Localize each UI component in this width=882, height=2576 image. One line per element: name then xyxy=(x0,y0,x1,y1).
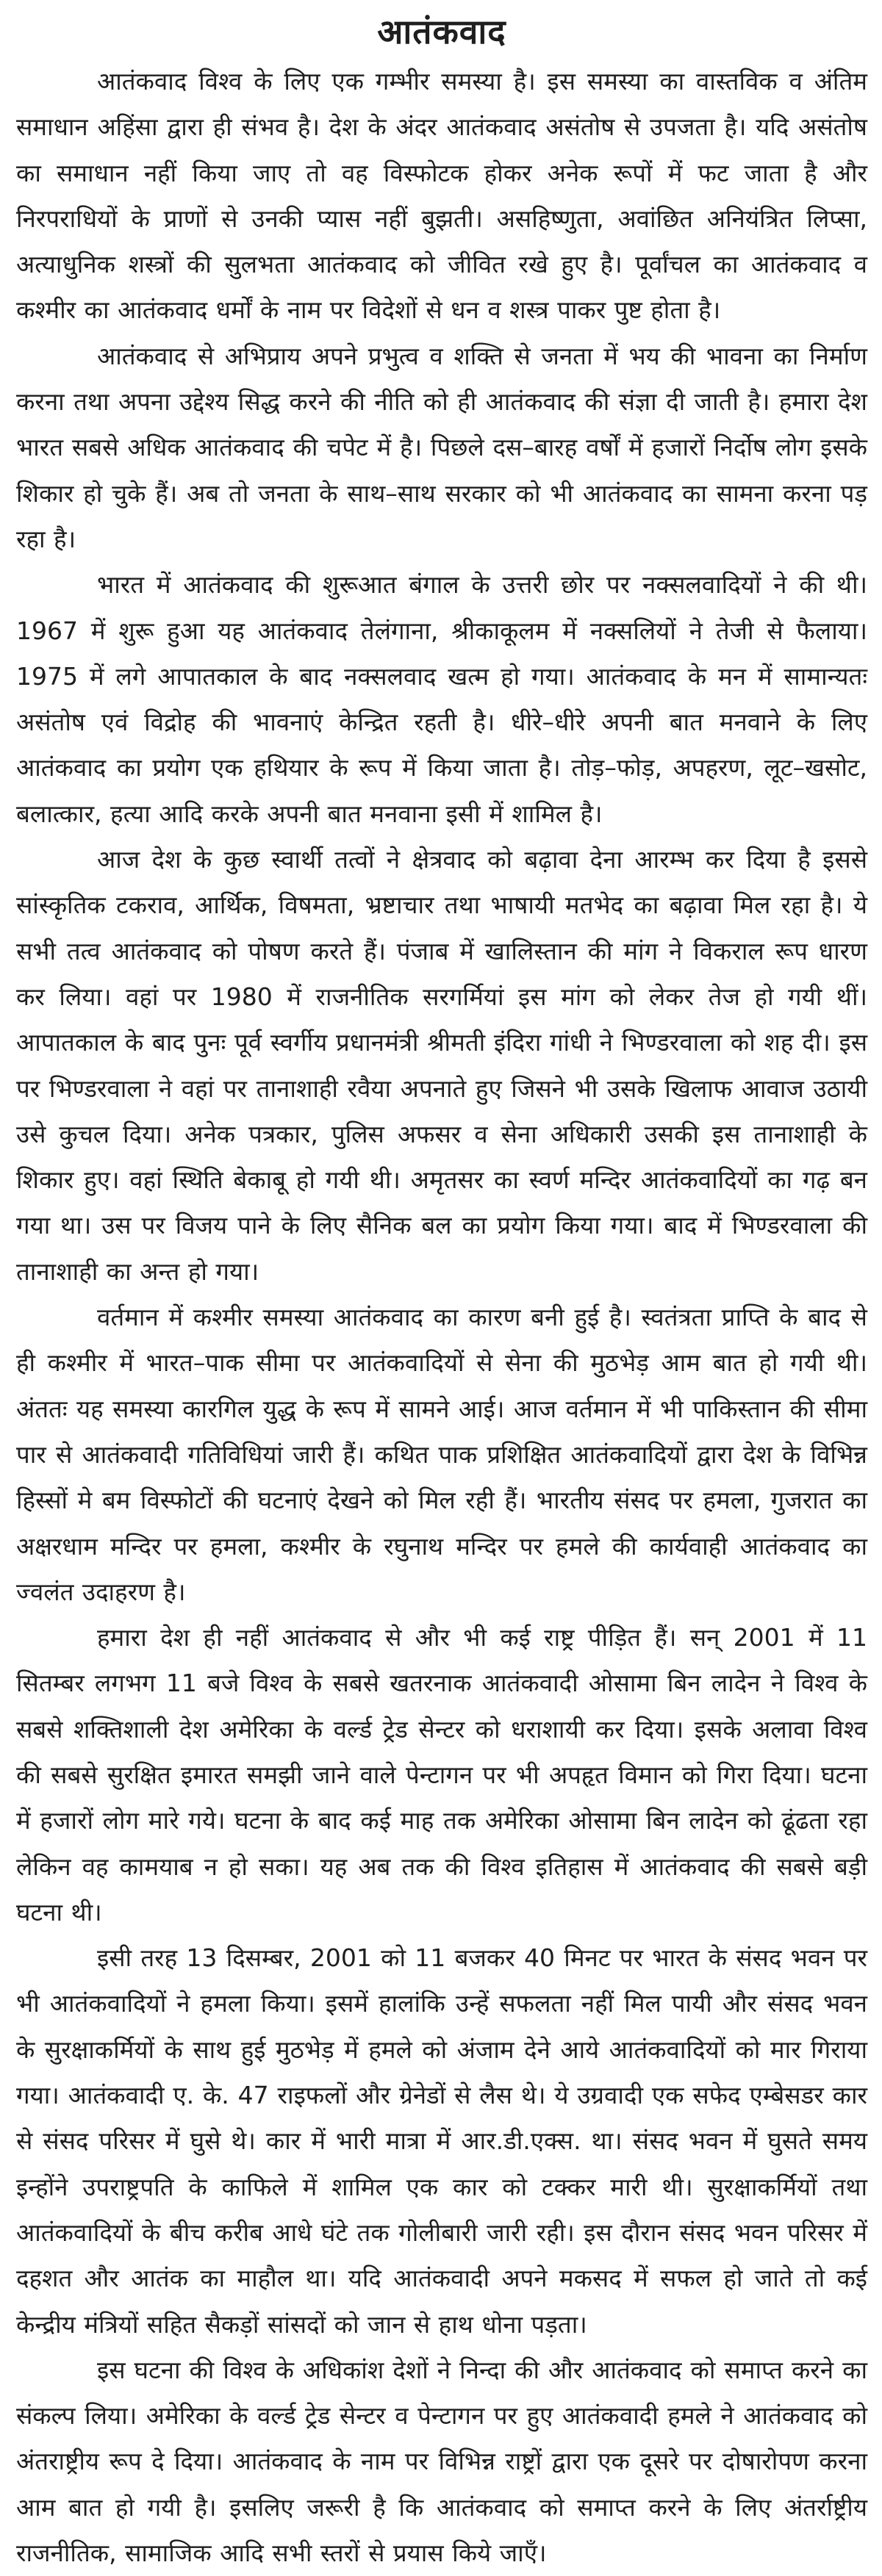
paragraph-3: भारत में आतंकवाद की शुरूआत बंगाल के उत्तरी छोर पर नक्सलवादियों ने की थी। 1967 में शुरू हुआ यह आतंकवाद तेलंगाना, श्रीकाकूलम में नक्सलियों ने तेजी से फैलाया। 1975 में लगे आपातकाल के बाद नक्सलवाद खत्म हो गया। आतंकवाद के मन में सामान्यतः असंतोष एवं विद्रोह की भावनाएं केन्द्रित रहती है। धीरे–धीरे अपनी बात मनवाने के लिए आतंकवाद का प्रयोग एक हथियार के रूप में किया जाता है। तोड़–फोड़, अपहरण, लूट–खसोट, बलात्कार, हत्या आदि करके अपनी बात मनवाना इसी में शामिल है। xyxy=(16,570,867,828)
paragraph-7: इसी तरह 13 दिसम्बर, 2001 को 11 बजकर 40 मिनट पर भारत के संसद भवन पर भी आतंकवादियों ने हमला किया। इसमें हालांकि उन्हें सफलता नहीं मिल पायी और संसद भवन के सुरक्षाकर्मियों के साथ हुई मुठभेड़ में हमले को अंजाम देने आये आतंकवादियों को मार गिराया गया। आतंकवादी ए. के. 47 राइफलों और ग्रेनेडों से लैस थे। ये उग्रवादी एक सफेद एम्बेसडर कार से संसद परिसर में घुसे थे। कार में भारी मात्रा में आर.डी.एक्स. था। संसद भवन में घुसते समय इन्होंने उपराष्ट्रपति के काफिले में शामिल एक कार को टक्कर मारी थी। सुरक्षाकर्मियों तथा आतंकवादियों के बीच करीब आधे घंटे तक गोलीबारी जारी रही। इस दौरान संसद भवन परिसर में दहशत और आतंक का माहौल था। यदि आतंकवादी अपने मकसद में सफल हो जाते तो कई केन्द्रीय मंत्रियों सहित सैकड़ों सांसदों को जान से हाथ धोना पड़ता। xyxy=(16,1943,867,2339)
essay-title: आतंकवाद xyxy=(377,12,506,51)
paragraph-5: वर्तमान में कश्मीर समस्या आतंकवाद का कारण बनी हुई है। स्वतंत्रता प्राप्ति के बाद से ही कश्मीर में भारत–पाक सीमा पर आतंकवादियों से सेना की मुठभेड़ आम बात हो गयी थी। अंततः यह समस्या कारगिल युद्ध के रूप में सामने आई। आज वर्तमान में भी पाकिस्तान की सीमा पार से आतंकवादी गतिविधियां जारी हैं। कथित पाक प्रशिक्षित आतंकवादियों द्वारा देश के विभिन्न हिस्सों मे बम विस्फोटों की घटनाएं देखने को मिल रही हैं। भारतीय संसद पर हमला, गुजरात का अक्षरधाम मन्दिर पर हमला, कश्मीर के रघुनाथ मन्दिर पर हमले की कार्यवाही आतंकवाद का ज्वलंत उदाहरण है। xyxy=(16,1303,867,1606)
paragraph-4: आज देश के कुछ स्वार्थी तत्वों ने क्षेत्रवाद को बढ़ावा देना आरम्भ कर दिया है इससे सांस्कृतिक टकराव, आर्थिक, विषमता, भ्रष्टाचार तथा भाषायी मतभेद का बढ़ावा मिल रहा है। ये सभी तत्व आतंकवाद को पोषण करते हैं। पंजाब में खालिस्तान की मांग ने विकराल रूप धारण कर लिया। वहां पर 1980 में राजनीतिक सरगर्मियां इस मांग को लेकर तेज हो गयी थीं। आपातकाल के बाद पुनः पूर्व स्वर्गीय प्रधानमंत्री श्रीमती इंदिरा गांधी ने भिण्डरवाला को शह दी। इस पर भिण्डरवाला ने वहां पर तानाशाही रवैया अपनाते हुए जिसने भी उसके खिलाफ आवाज उठायी उसे कुचल दिया। अनेक पत्रकार, पुलिस अफसर व सेना अधिकारी उसकी इस तानाशाही के शिकार हुए। वहां स्थिति बेकाबू हो गयी थी। अमृतसर का स्वर्ण मन्दिर आतंकवादियों का गढ़ बन गया था। उस पर विजय पाने के लिए सैनिक बल का प्रयोग किया गया। बाद में भिण्डरवाला की तानाशाही का अन्त हो गया। xyxy=(16,845,867,1286)
paragraph-8: इस घटना की विश्व के अधिकांश देशों ने निन्दा की और आतंकवाद को समाप्त करने का संकल्प लिया। अमेरिका के वर्ल्ड ट्रेड सेन्टर व पेन्टागन पर हुए आतंकवादी हमले ने आतंकवाद को अंतराष्ट्रीय रूप दे दिया। आतंकवाद के नाम पर विभिन्न राष्ट्रों द्वारा एक दूसरे पर दोषारोपण करना आम बात हो गयी है। इसलिए जरूरी है कि आतंकवाद को समाप्त करने के लिए अंतर्राष्ट्रीय राजनीतिक, सामाजिक आदि सभी स्तरों से प्रयास किये जाएँ। xyxy=(16,2355,867,2568)
paragraph-6: हमारा देश ही नहीं आतंकवाद से और भी कई राष्ट्र पीड़ित हैं। सन् 2001 में 11 सितम्बर लगभग 11 बजे विश्व के सबसे खतरनाक आतंकवादी ओसामा बिन लादेन ने विश्व के सबसे शक्तिशाली देश अमेरिका के वर्ल्ड ट्रेड सेन्टर को धराशायी कर दिया। इसके अलावा विश्व की सबसे सुरक्षित इमारत समझी जाने वाले पेन्टागन पर भी अपहृत विमान को गिरा दिया। घटना में हजारों लोग मारे गये। घटना के बाद कई माह तक अमेरिका ओसामा बिन लादेन को ढूंढता रहा लेकिन वह कामयाब न हो सका। यह अब तक की विश्व इतिहास में आतंकवाद की सबसे बड़ी घटना थी। xyxy=(16,1623,867,1926)
paragraph-1: आतंकवाद विश्व के लिए एक गम्भीर समस्या है। इस समस्या का वास्तविक व अंतिम समाधान अहिंसा द्वारा ही संभव है। देश के अंदर आतंकवाद असंतोष से उपजता है। यदि असंतोष का समाधान नहीं किया जाए तो वह विस्फोटक होकर अनेक रूपों में फट जाता है और निरपराधियों के प्राणों से उनकी प्यास नहीं बुझती। असहिष्णुता, अवांछित अनियंत्रित लिप्सा, अत्याधुनिक शस्त्रों की सुलभता आतंकवाद को जीवित रखे हुए है। पूर्वांचल का आतंकवाद व कश्मीर का आतंकवाद धर्मों के नाम पर विदेशों से धन व शस्त्र पाकर पुष्ट होता है। xyxy=(16,67,867,325)
paragraph-2: आतंकवाद से अभिप्राय अपने प्रभुत्व व शक्ति से जनता में भय की भावना का निर्माण करना तथा अपना उद्देश्य सिद्ध करने की नीति को ही आतंकवाद की संज्ञा दी जाती है। हमारा देश भारत सबसे अधिक आतंकवाद की चपेट में है। पिछले दस–बारह वर्षों में हजारों निर्दोष लोग इसके शिकार हो चुके हैं। अब तो जनता के साथ–साथ सरकार को भी आतंकवाद का सामना करना पड़ रहा है। xyxy=(16,341,867,553)
